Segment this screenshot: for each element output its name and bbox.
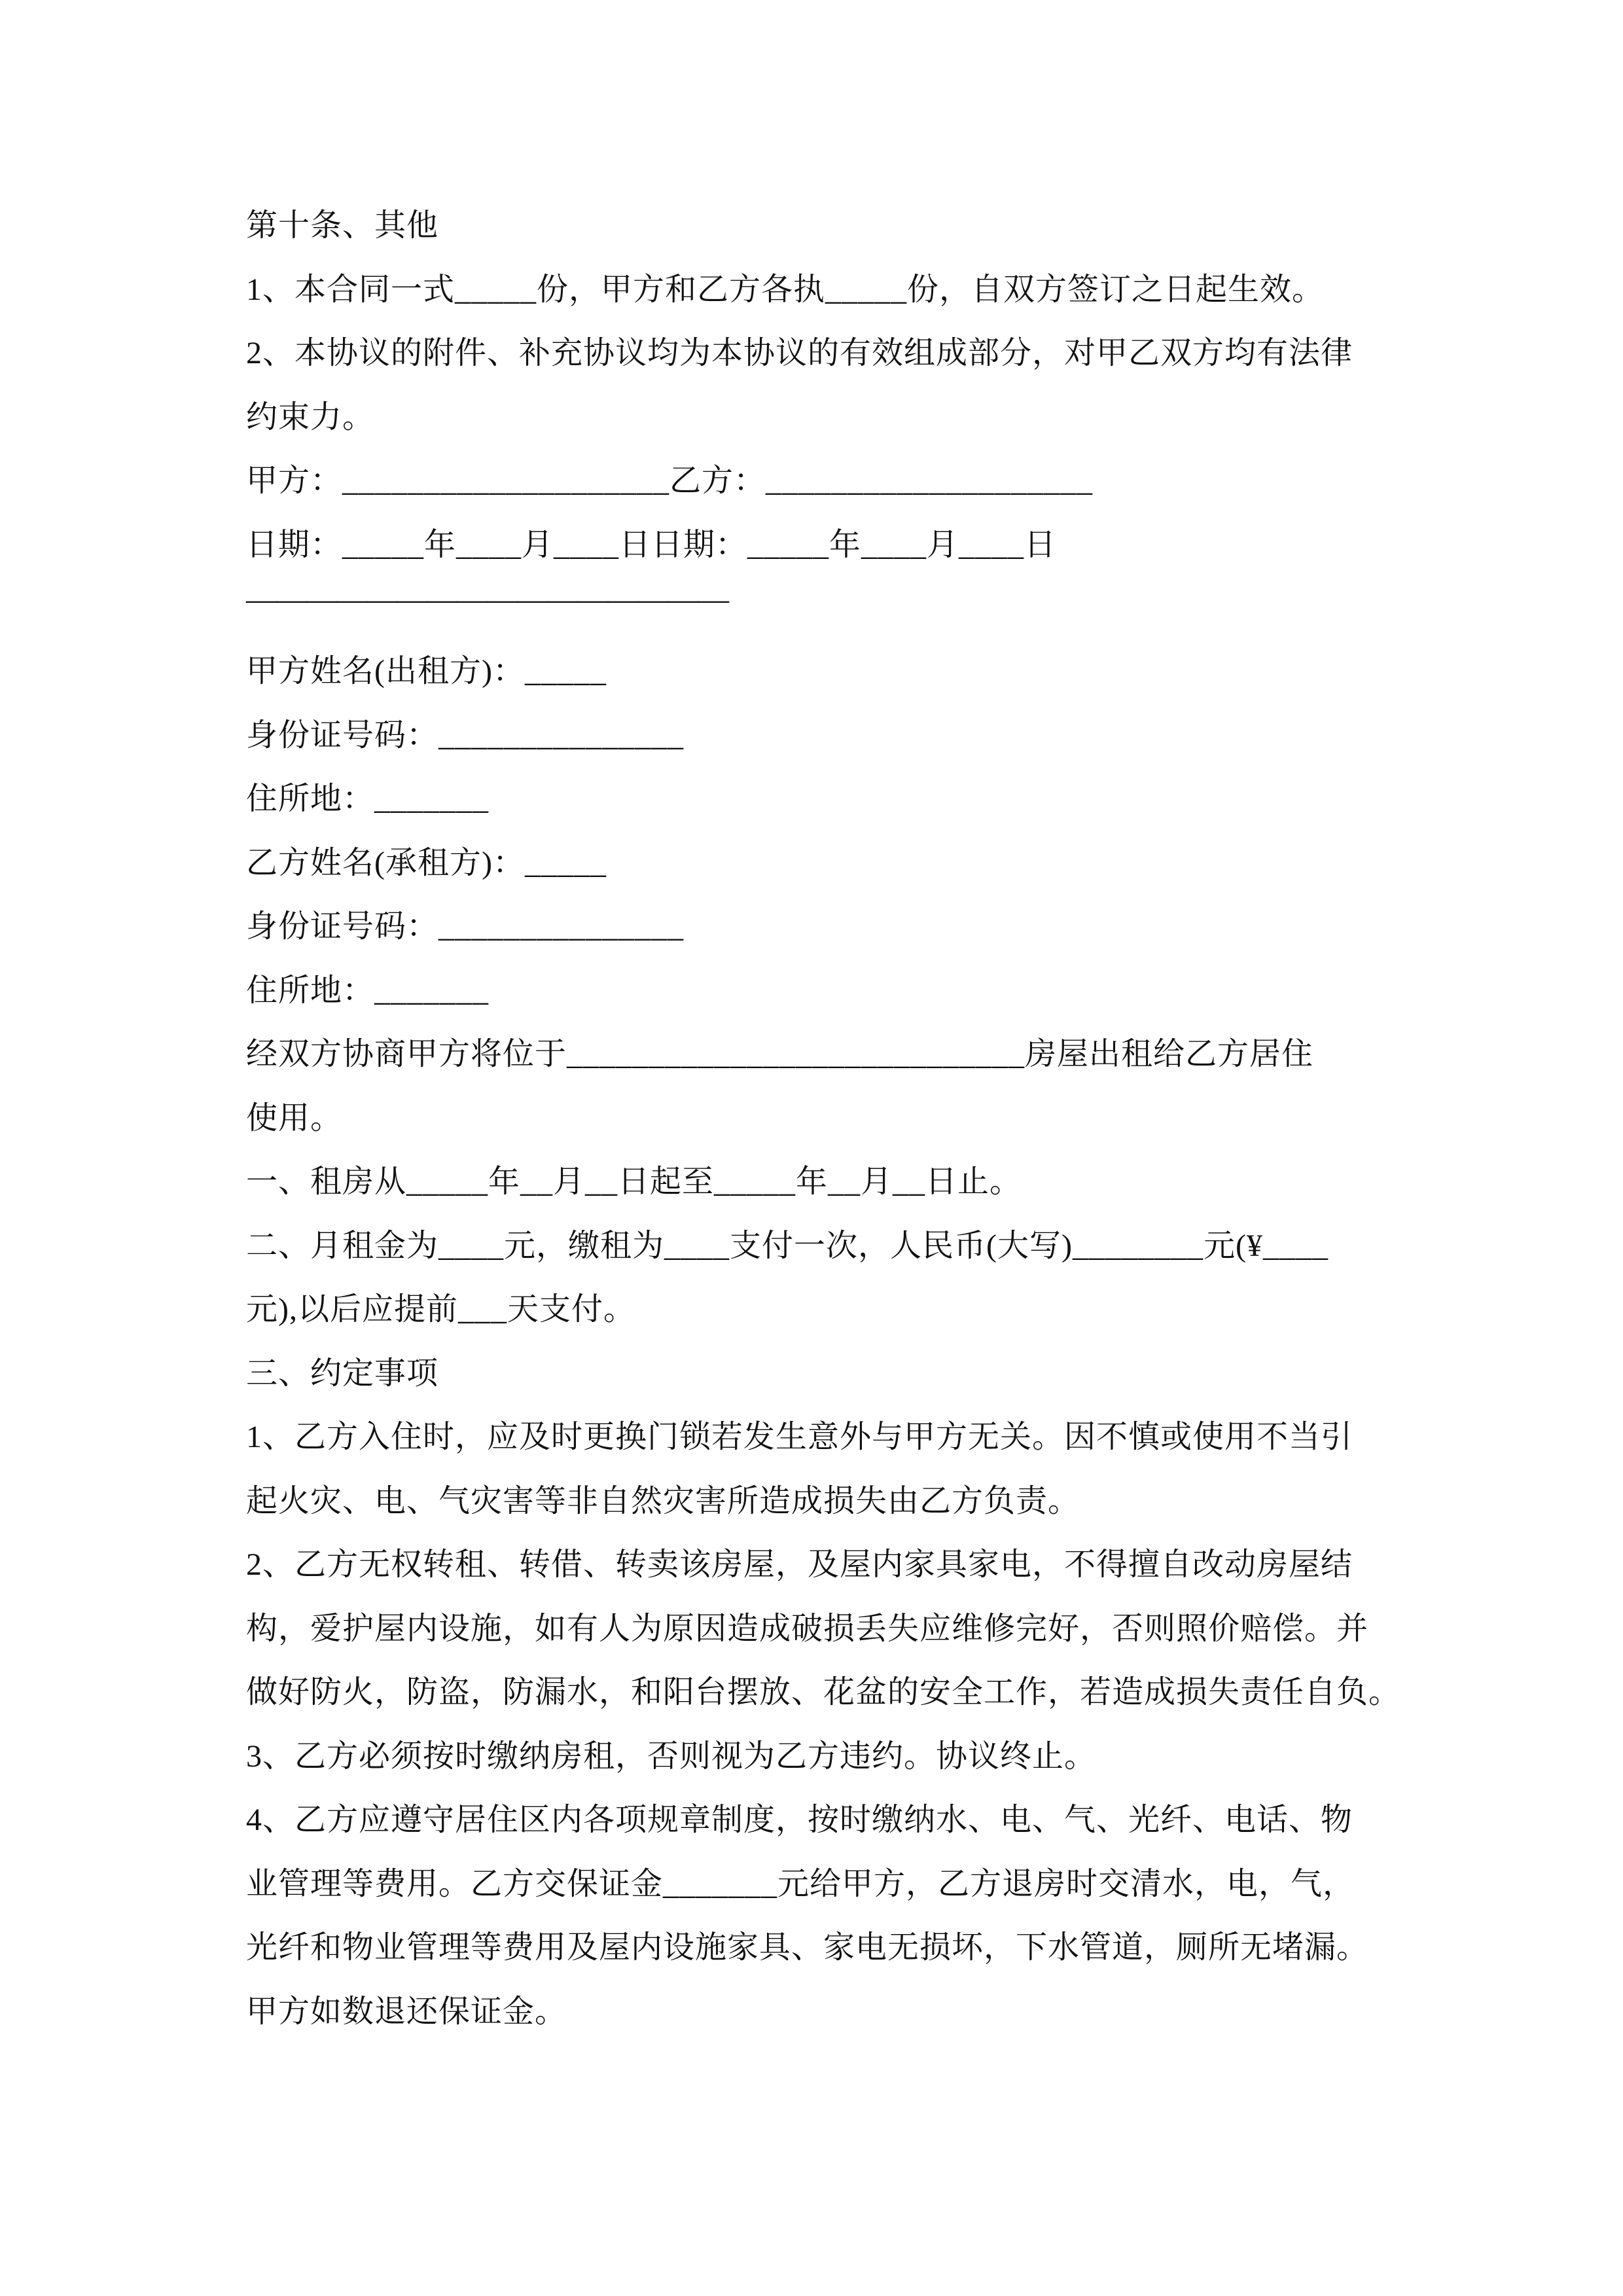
clause-text: 起火灾、电、气灾害等非自然灾害所造成损失由乙方负责。 <box>246 1483 1080 1518</box>
clause-text: 经双方协商甲方将位于____________________________房屋出租给乙方居住 <box>246 1037 1314 1071</box>
signature-line: 甲方：____________________乙方：____________________ <box>246 463 1094 498</box>
tenant-id-field: 身份证号码：_______________ <box>246 909 685 944</box>
clause-text: 2、本协议的附件、补充协议均为本协议的有效组成部分，对甲乙双方均有法律 <box>246 336 1353 370</box>
clause-text: 4、乙方应遵守居住区内各项规章制度，按时缴纳水、电、气、光纤、电话、物 <box>246 1803 1353 1837</box>
rent-clause: 二、月租金为____元，缴租为____支付一次，人民币(大写)________元(¥____ <box>246 1228 1329 1263</box>
clause-text: 1、本合同一式_____份，甲方和乙方各执_____份，自双方签订之日起生效。 <box>246 272 1325 307</box>
clause-text: 使用。 <box>246 1100 343 1136</box>
tenant-address-field: 住所地：_______ <box>246 973 490 1008</box>
clause-text: 1、乙方入住时，应及时更换门锁若发生意外与甲方无关。因不慎或使用不当引 <box>246 1420 1353 1454</box>
clause-text: 3、乙方必须按时缴纳房租，否则视为乙方违约。协议终止。 <box>246 1738 1097 1774</box>
clause-text: 做好防火，防盗，防漏水，和阳台摆放、花盆的安全工作，若造成损失责任自负。 <box>246 1675 1401 1710</box>
landlord-address-field: 住所地：_______ <box>246 781 490 816</box>
separator-dashes: ———————————————— <box>246 582 728 617</box>
clause-text: 约束力。 <box>246 399 375 435</box>
clause-text: 构，爱护屋内设施，如有人为原因造成破损丢失应维修完好，否则照价赔偿。并 <box>246 1611 1369 1646</box>
clause-text: 业管理等费用。乙方交保证金_______元给甲方，乙方退房时交清水，电，气， <box>246 1866 1355 1901</box>
clause-text: 甲方如数退还保证金。 <box>246 1994 567 2029</box>
landlord-name-field: 甲方姓名(出租方)：_____ <box>246 654 607 689</box>
landlord-id-field: 身份证号码：_______________ <box>246 717 685 753</box>
lease-term-clause: 一、租房从_____年__月__日起至_____年__月__日止。 <box>246 1164 1022 1199</box>
tenant-name-field: 乙方姓名(承租方)：_____ <box>246 845 607 880</box>
date-line: 日期：_____年____月____日日期：_____年____月____日 <box>246 527 1057 562</box>
section-heading: 第十条、其他 <box>246 208 439 243</box>
section-heading: 三、约定事项 <box>246 1355 439 1391</box>
clause-text: 2、乙方无权转租、转借、转卖该房屋，及屋内家具家电，不得擅自改动房屋结 <box>246 1547 1353 1582</box>
rent-clause: 元),以后应提前___天支付。 <box>246 1292 635 1327</box>
clause-text: 光纤和物业管理等费用及屋内设施家具、家电无损坏，下水管道，厕所无堵漏。 <box>246 1930 1369 1965</box>
contract-page <box>246 194 1401 2043</box>
